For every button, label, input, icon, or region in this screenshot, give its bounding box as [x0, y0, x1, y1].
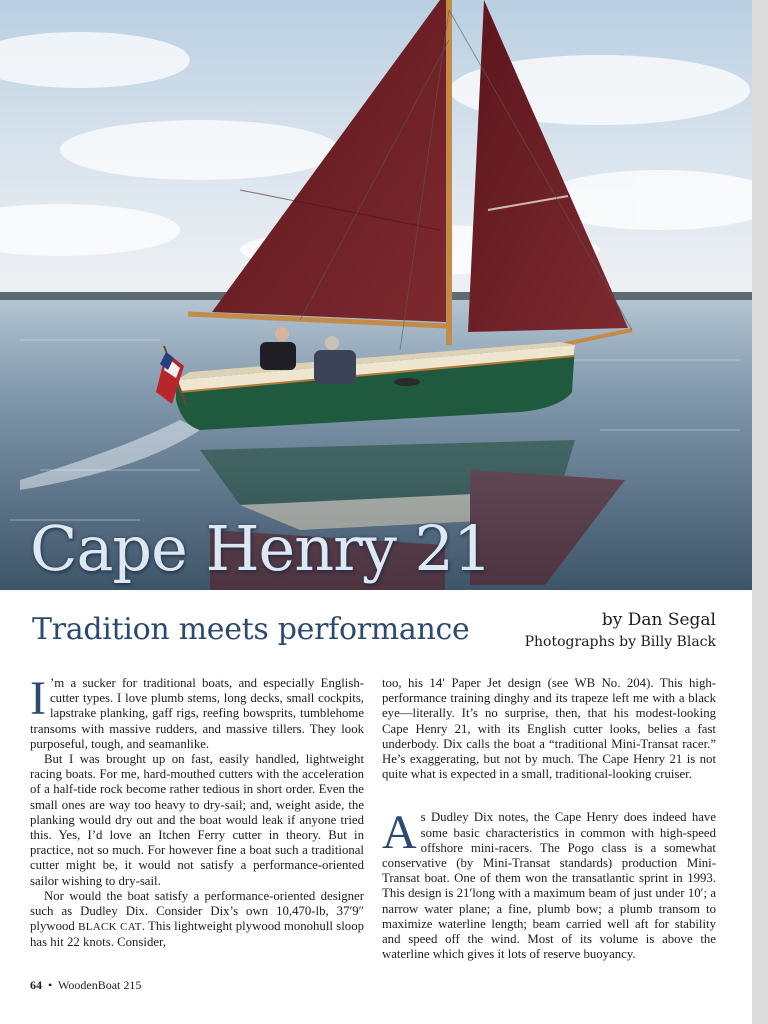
footer-separator: • — [48, 978, 53, 992]
paragraph — [30, 889, 364, 951]
paragraph — [382, 806, 716, 962]
paragraph — [30, 672, 364, 752]
paragraph-text: ’m a sucker for traditional boats, and especially English-cutter types. I love plumb stems, long decks, small cockpits, lapstrake planking, gaff rigs, reefing bowsprits, tumblehome transoms with massive rudders, and massive tillers. They look purposeful, tough, and seamanlike. — [30, 676, 364, 751]
page-footer — [30, 978, 141, 993]
drop-cap: I — [30, 672, 46, 725]
issue-name: WoodenBoat 215 — [58, 978, 142, 992]
paragraph: But I was brought up on fast, easily handled, lightweight racing boats. For me, hard-mouthed cutters with the acceleration of a half-tide rock become rather tedious in short order. Even the small ones are way too heavy to dry-sail; and, weight aside, the planking would dry out and the boat would leak if anyone tried this. Yes, I’d love an Itchen Ferry cutter in theory. But in practice, not so much. For however fine a boat such a traditional cutter might be, it would not satisfy a performance-oriented sailor wishing to dry-sail. — [30, 752, 364, 888]
byline — [525, 610, 716, 650]
page-edge-gutter — [752, 0, 768, 1024]
paragraph: too, his 14′ Paper Jet design (see WB No. 204). This high-performance training dinghy and its trapeze left me with a black eye—literally. It’s no surprise, then, that his modest-looking Cape Henry 21, with its English cutter looks, belies a fast underbody. Dix calls the boat a “traditional Mini-Transat racer.” He’s exaggerating, but not by much. The Cape Henry 21 is not quite what is expected in a small, traditional-looking cruiser. — [382, 676, 716, 782]
paragraph-text: s Dudley Dix notes, the Cape Henry does indeed have some basic characteristics in common with high-speed offshore mini-racers. The Pogo class is a somewhat conservative (by Mini-Transat standards) production Mini-Transat boat. One of them won the transatlantic sprint in 1993. This design is 21′long with a maximum beam of just under 10′; a narrow water plane; a fine, plumb bow; a plumb transom to maximize waterline length; beam carried well aft for stability and speed off the wind. Most of its volume is above the waterline which gives it lots of reserve buoyancy. — [382, 810, 716, 962]
paragraph-text: Nor would the boat satisfy a performance-oriented designer such as Dudley Dix. Consider Dix’s own 10,470-lb, 37′9″ plywood — [30, 888, 364, 934]
article-subtitle: Tradition meets performance — [32, 612, 470, 647]
body-column-right — [382, 676, 716, 962]
page-number: 64 — [30, 978, 42, 992]
author-credit: by Dan Segal — [601, 610, 716, 630]
photo-credit: Photographs by Billy Black — [524, 634, 716, 650]
paragraph-text: . This lightweight plywood monohull sloop has hit 22 knots. Consider, — [30, 919, 364, 950]
boat-name: BLACK CAT — [78, 921, 142, 934]
porthole — [394, 378, 420, 386]
body-column-left — [30, 672, 364, 951]
drop-cap: A — [382, 806, 417, 860]
article-title: Cape Henry 21 — [30, 512, 492, 585]
mast — [446, 0, 452, 345]
